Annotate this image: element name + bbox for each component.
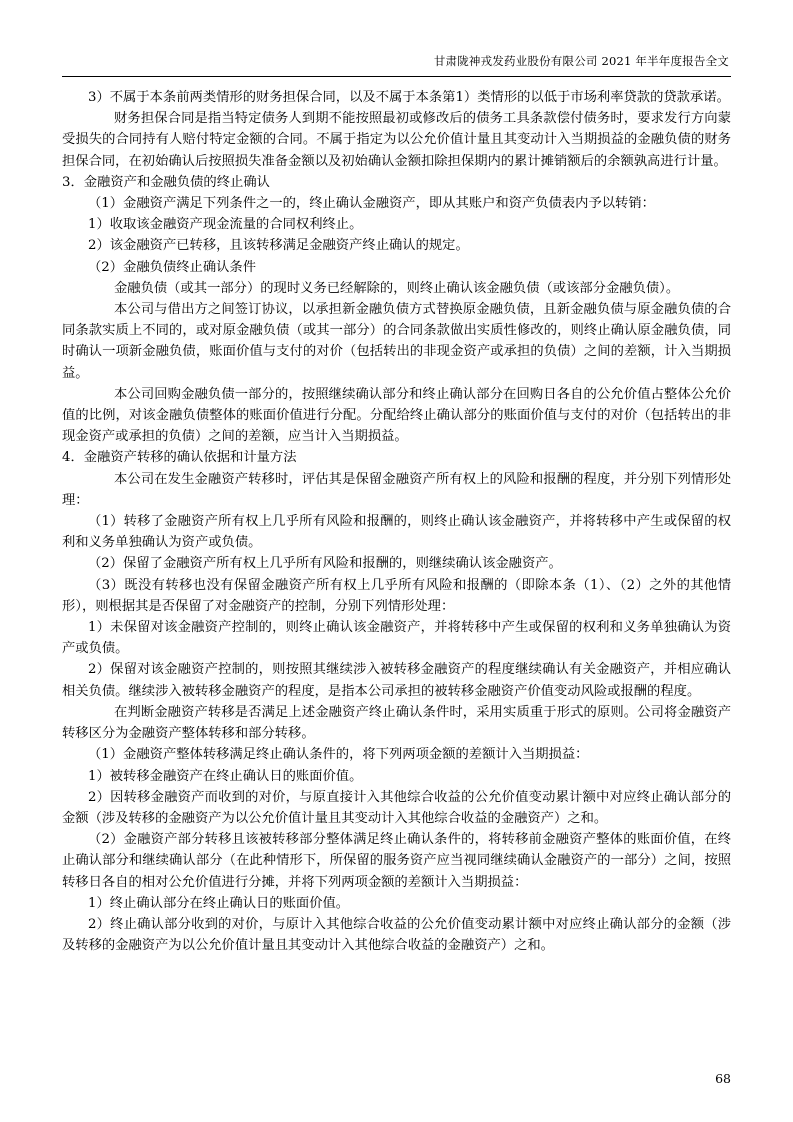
running-title: 甘肃陇神戎发药业股份有限公司 2021 年半年度报告全文	[433, 54, 729, 68]
paragraph: （2）金融资产部分转移且该被转移部分整体满足终止确认条件的，将转移前金融资产整体的账面价值，在终止确认部分和继续确认部分（在此种情形下，所保留的服务资产应当视同继续确认金融资产的一部分）之间，按照转移日各自的相对公允价值进行分摊，并将下列两项金额的差额计入当期损益：	[62, 832, 731, 890]
paragraph: 2）保留对该金融资产控制的，则按照其继续涉入被转移金融资产的程度继续确认有关金融资产，并相应确认相关负债。继续涉入被转移金融资产的程度，是指本公司承担的被转移金融资产价值变动风险或报酬的程度。	[62, 662, 731, 699]
paragraph: 本公司回购金融负债一部分的，按照继续确认部分和终止确认部分在回购日各自的公允价值占整体公允价值的比例，对该金融负债整体的账面价值进行分配。分配给终止确认部分的账面价值与支付的对价（包括转出的非现金资产或承担的负债）之间的差额，应当计入当期损益。	[62, 386, 731, 445]
header-divider	[62, 76, 731, 77]
paragraph: 2）该金融资产已转移，且该转移满足金融资产终止确认的规定。	[88, 238, 469, 254]
paragraph: 本公司在发生金融资产转移时，评估其是保留金融资产所有权上的风险和报酬的程度，并分别下列情形处理：	[62, 471, 731, 508]
paragraph: 1）终止确认部分在终止确认日的账面价值。	[88, 895, 350, 911]
paragraph: 在判断金融资产转移是否满足上述金融资产终止确认条件时，采用实质重于形式的原则。公司将金融资产转移区分为金融资产整体转移和部分转移。	[62, 704, 731, 742]
paragraph: 1）未保留对该金融资产控制的，则终止确认该金融资产，并将转移中产生或保留的权利和义务单独确认为资产或负债。	[62, 620, 731, 657]
paragraph: （1）金融资产满足下列条件之一的，终止确认金融资产，即从其账户和资产负债表内予以转销：	[88, 196, 655, 212]
paragraph: 本公司与借出方之间签订协议，以承担新金融负债方式替换原金融负债，且新金融负债与原金融负债的合同条款实质上不同的，或对原金融负债（或其一部分）的合同条款做出实质性修改的，则终止确认原金融负债，同时确认一项新金融负债，账面价值与支付的对价（包括转出的非现金资产或承担的负债）之间的差额，计入当期损益。	[62, 302, 731, 381]
paragraph: （1）金融资产整体转移满足终止确认条件的，将下列两项金额的差额计入当期损益：	[88, 747, 589, 763]
paragraph: （2）金融负债终止确认条件	[88, 259, 257, 275]
paragraph: 2）因转移金融资产而收到的对价，与原直接计入其他综合收益的公允价值变动累计额中对应终止确认部分的金额（涉及转移的金融资产为以公允价值计量且其变动计入其他综合收益的金融资产）之和。	[62, 789, 731, 826]
paragraph: 3．金融资产和金融负债的终止确认	[62, 174, 270, 190]
paragraph: （3）既没有转移也没有保留金融资产所有权上几乎所有风险和报酬的（即除本条（1）、（2）之外的其他情形），则根据其是否保留了对金融资产的控制，分别下列情形处理：	[62, 577, 731, 614]
paragraph: 1）被转移金融资产在终止确认日的账面价值。	[88, 768, 363, 784]
paragraph: 1）收取该金融资产现金流量的合同权利终止。	[88, 217, 363, 233]
paragraph: 金融负债（或其一部分）的现时义务已经解除的，则终止确认该金融负债（或该部分金融负债）。	[114, 280, 680, 296]
paragraph: （1）转移了金融资产所有权上几乎所有风险和报酬的，则终止确认该金融资产，并将转移中产生或保留的权利和义务单独确认为资产或负债。	[62, 514, 731, 551]
paragraph: （2）保留了金融资产所有权上几乎所有风险和报酬的，则继续确认该金融资产。	[88, 556, 562, 572]
paragraph: 3）不属于本条前两类情形的财务担保合同，以及不属于本条第1）类情形的以低于市场利率贷款的贷款承诺。	[88, 90, 730, 105]
page-header	[62, 52, 731, 74]
paragraph: 2）终止确认部分收到的对价，与原计入其他综合收益的公允价值变动累计额中对应终止确认部分的金额（涉及转移的金融资产为以公允价值计量且其变动计入其他综合收益的金融资产）之和。	[62, 916, 731, 954]
paragraph: 4．金融资产转移的确认依据和计量方法	[62, 450, 297, 466]
paragraph: 财务担保合同是指当特定债务人到期不能按照最初或修改后的债务工具条款偿付债务时，要求发行方向蒙受损失的合同持有人赔付特定金额的合同。不属于指定为以公允价值计量且其变动计入当期损益的金融负债的财务担保合同，在初始确认后按照损失准备金额以及初始确认金额扣除担保期内的累计摊销额后的余额孰高进行计量。	[62, 111, 731, 169]
page-number: 68	[715, 1071, 731, 1086]
document-body	[62, 87, 731, 956]
